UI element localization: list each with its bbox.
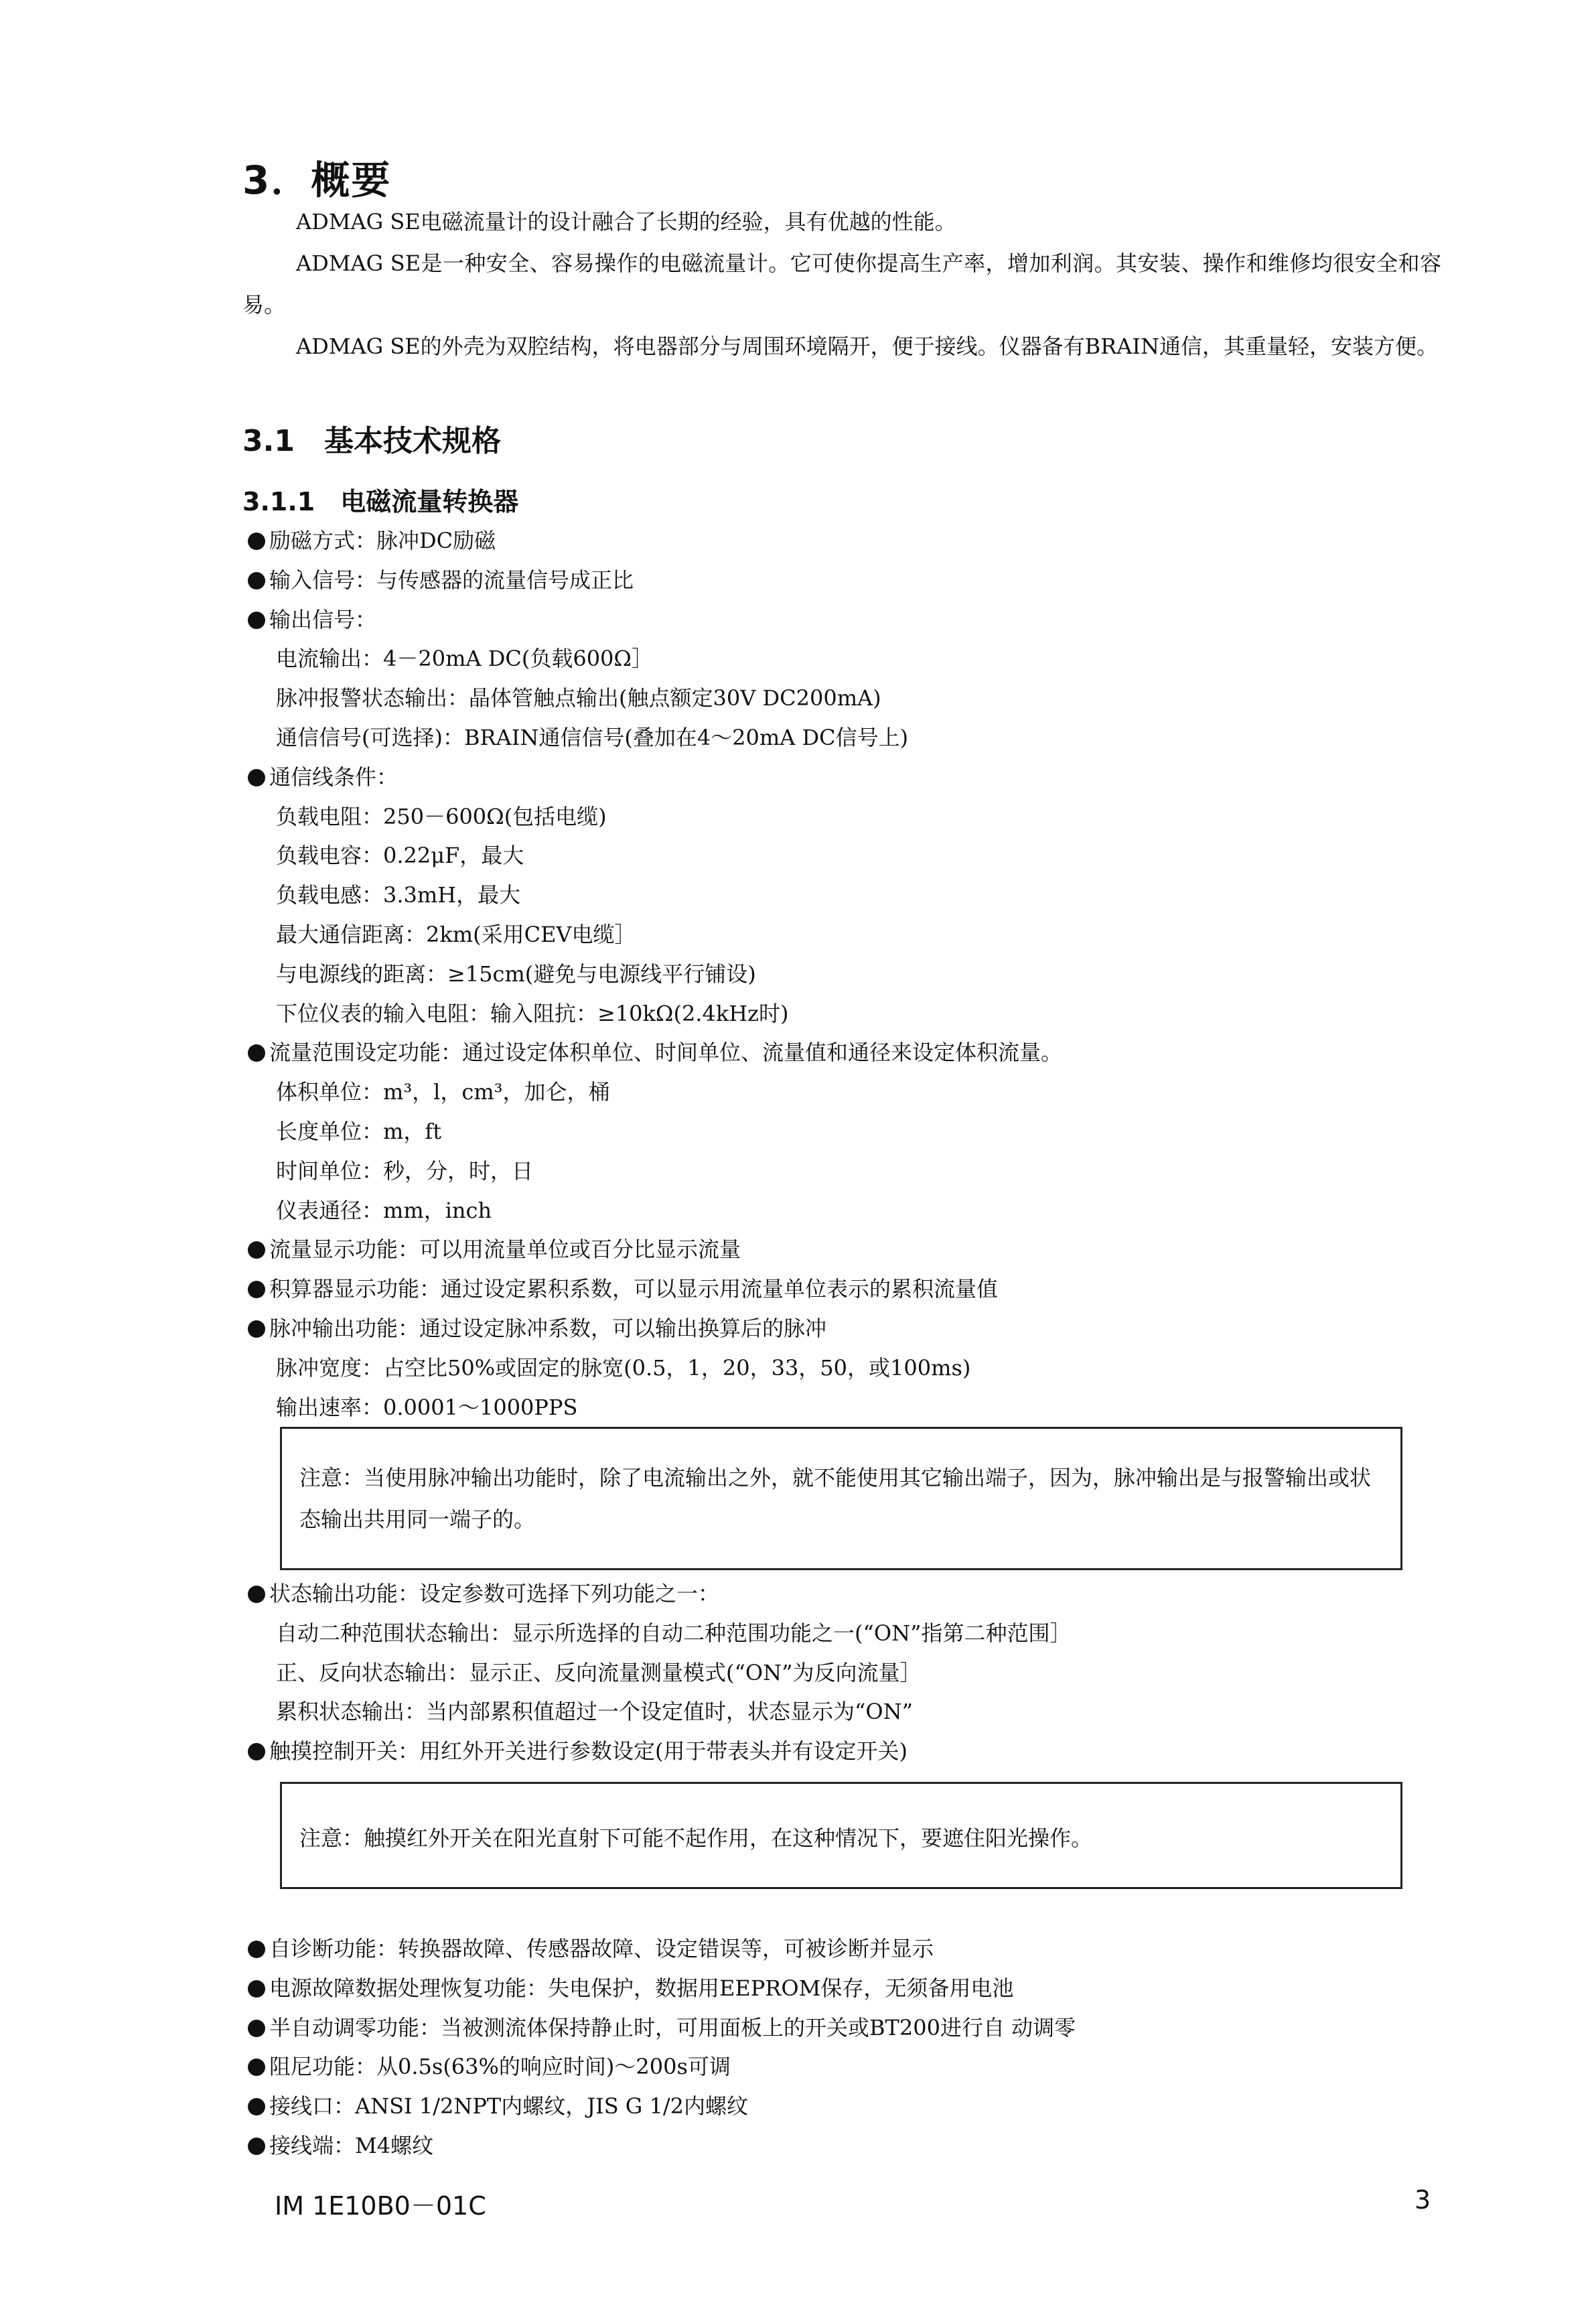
spec-text: 电源故障数据处理恢复功能：失电保护，数据用EEPROM保存，无须备用电池 [269,1975,1014,2001]
bullet-icon [248,612,265,629]
bullet-icon [248,1941,265,1958]
spec-text: 通信线条件： [269,764,398,790]
bullet-icon [248,572,265,589]
spec-subitem [248,915,1447,955]
spec-text: 电流输出：4－20mA DC(负载600Ω］ [276,646,653,672]
spec-text: 负载电感：3.3mH，最大 [276,882,521,908]
bullet-icon [248,2059,265,2076]
spec-subitem [248,836,1447,876]
intro-paragraph: ADMAG SE是一种安全、容易操作的电磁流量计。它可使你提高生产率，增加利润。其安装、操作和维修均很安全和容易。 [242,251,1441,318]
spec-text: 下位仪表的输入电阻：输入阻抗：≥10kΩ(2.4kHz时) [276,1000,789,1026]
spec-item [248,521,1447,561]
spec-item [248,1230,1447,1269]
spec-item [248,1033,1447,1072]
spec-text: 接线端：M4螺纹 [269,2132,434,2158]
spec-subitem [248,797,1447,837]
spec-text: 正、反向状态输出：显示正、反向流量测量模式(“ON”为反向流量］ [276,1659,922,1685]
spec-subitem [248,994,1447,1034]
spec-item [248,1574,1447,1614]
note-text: 注意：触摸红外开关在阳光直射下可能不起作用，在这种情况下，要遮住阳光操作。 [299,1825,1093,1851]
spec-subitem [248,679,1447,718]
chapter-heading: 3．概要 [242,157,392,203]
bullet-icon [248,769,265,786]
spec-text: 输出速率：0.0001～1000PPS [276,1394,578,1420]
spec-item [248,2126,1447,2166]
spec-text: 时间单位：秒，分，时，日 [276,1158,534,1184]
spec-subitem [248,1653,1447,1693]
spec-text: 负载电阻：250－600Ω(包括电缆) [276,803,607,829]
spec-subitem [248,1692,1447,1732]
intro-paragraph: ADMAG SE电磁流量计的设计融合了长期的经验，具有优越的性能。 [296,209,956,234]
bullet-icon [248,1320,265,1338]
spec-item [248,1309,1447,1348]
bullet-icon [248,1980,265,1998]
spec-item [248,758,1447,797]
spec-item [248,1969,1447,2008]
spec-text: 最大通信距离：2km(采用CEV电缆］ [276,921,636,947]
spec-text: 半自动调零功能：当被测流体保持静止时，可用面板上的开关或BT200进行自 动调零 [269,2014,1076,2040]
spec-text: 触摸控制开关：用红外开关进行参数设定(用于带表头并有设定开关) [269,1738,908,1764]
spec-subitem [248,955,1447,994]
note-box [280,1427,1402,1570]
spec-subitem [248,1112,1447,1152]
spec-subitem [248,639,1447,679]
spec-subitem [248,1072,1447,1112]
spec-text: 脉冲宽度：占空比50%或固定的脉宽(0.5，1，20，33，50，或100ms) [276,1354,971,1381]
intro-paragraph: ADMAG SE的外壳为双腔结构，将电器部分与周围环境隔开，便于接线。仪器备有BRAIN通信，其重量轻，安装方便。 [296,334,1439,359]
bullet-icon [248,1743,265,1760]
bullet-icon [248,2098,265,2115]
spec-text: 自诊断功能：转换器故障、传感器故障、设定错误等，可被诊断并显示 [269,1936,934,1961]
spec-subitem [248,1152,1447,1191]
spec-item [248,1269,1447,1309]
intro-text [242,201,1441,367]
spec-item [248,2008,1447,2048]
bullet-icon [248,1241,265,1259]
spec-item [248,600,1447,640]
spec-subitem [248,1388,1447,1428]
spec-subitem [248,1191,1447,1231]
spec-subitem [248,1614,1447,1653]
spec-text: 积算器显示功能：通过设定累积系数，可以显示用流量单位表示的累积流量值 [269,1276,999,1302]
bullet-icon [248,533,265,550]
spec-text: 输出信号： [269,606,377,632]
bullet-icon [248,2020,265,2037]
note-text: 注意：当使用脉冲输出功能时，除了电流输出之外，就不能使用其它输出端子，因为，脉冲输出是与报警输出或状态输出共用同一端子的。 [299,1465,1372,1532]
spec-list [248,1929,1447,2166]
spec-text: 脉冲报警状态输出：晶体管触点输出(触点额定30V DC200mA) [276,685,881,711]
spec-text: 自动二种范围状态输出：显示所选择的自动二种范围功能之一(“ON”指第二种范围］ [276,1620,1072,1646]
spec-item [248,561,1447,600]
spec-item [248,1732,1447,1771]
spec-list [248,1574,1447,1771]
spec-text: 输入信号：与传感器的流量信号成正比 [269,567,634,593]
spec-text: 累积状态输出：当内部累积值超过一个设定值时，状态显示为“ON” [276,1699,913,1725]
spec-text: 体积单位：m³，l，cm³，加仑，桶 [276,1079,610,1105]
spec-text: 流量范围设定功能：通过设定体积单位、时间单位、流量值和通径来设定体积流量。 [269,1040,1063,1066]
spec-subitem [248,718,1447,758]
spec-text: 阻尼功能：从0.5s(63%的响应时间)～200s可调 [269,2054,731,2080]
spec-item [248,2047,1447,2087]
bullet-icon [248,2138,265,2155]
spec-item [248,1929,1447,1969]
spec-text: 与电源线的距离：≥15cm(避免与电源线平行铺设) [276,961,756,987]
spec-text: 流量显示功能：可以用流量单位或百分比显示流量 [269,1237,741,1263]
spec-text: 脉冲输出功能：通过设定脉冲系数，可以输出换算后的脉冲 [269,1315,827,1341]
spec-subitem [248,876,1447,915]
document-id: IM 1E10B0－01C [275,2191,486,2221]
spec-text: 接线口：ANSI 1/2NPT内螺纹，JIS G 1/2内螺纹 [269,2093,749,2119]
spec-text: 状态输出功能：设定参数可选择下列功能之一： [269,1581,720,1606]
section-heading: 3.1 基本技术规格 [242,424,501,458]
spec-subitem [248,1348,1447,1388]
spec-text: 通信信号(可选择)：BRAIN通信信号(叠加在4～20mA DC信号上) [276,724,909,750]
spec-list [248,521,1447,1427]
spec-text: 负载电容：0.22μF，最大 [276,843,524,869]
bullet-icon [248,1044,265,1062]
spec-text: 励磁方式：脉冲DC励磁 [269,528,496,553]
bullet-icon [248,1281,265,1298]
note-box [280,1782,1402,1889]
bullet-icon [248,1586,265,1603]
spec-item [248,2087,1447,2126]
subsection-heading: 3.1.1 电磁流量转换器 [242,487,519,516]
spec-text: 长度单位：m，ft [276,1118,442,1144]
page-number: 3 [1414,2185,1431,2215]
spec-text: 仪表通径：mm，inch [276,1197,492,1223]
